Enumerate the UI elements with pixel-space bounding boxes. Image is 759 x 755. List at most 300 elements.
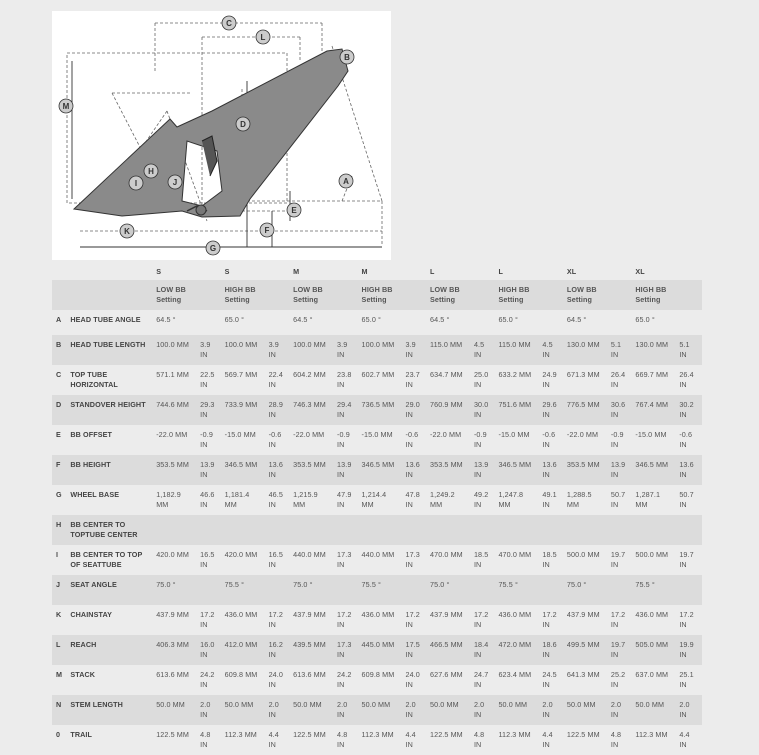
imperial-value: 13.9 IN	[198, 455, 223, 485]
metric-value: 75.5 °	[496, 575, 540, 605]
metric-value	[223, 515, 267, 545]
imperial-value: 3.9 IN	[198, 335, 223, 365]
setting-header: HIGH BB Setting	[633, 280, 702, 310]
metric-value: 440.0 MM	[293, 550, 326, 559]
imperial-value: 18.5 IN	[473, 550, 489, 569]
imperial-value	[403, 310, 428, 335]
table-row	[52, 425, 702, 455]
imperial-value: 19.7 IN	[679, 550, 694, 569]
metric-value: 75.0 °	[565, 575, 609, 605]
metric-value: 776.5 MM	[565, 395, 609, 425]
imperial-value: 13.9 IN	[472, 455, 497, 485]
svg-text:J: J	[172, 178, 178, 187]
imperial-value: 24.9 IN	[542, 370, 557, 389]
row-code: 0	[56, 730, 61, 739]
metric-value: 499.5 MM	[565, 635, 609, 665]
metric-value: 744.6 MM	[154, 395, 198, 425]
row-label: BB OFFSET	[70, 430, 112, 439]
size-header: M	[361, 266, 368, 276]
size-header-row	[52, 262, 702, 280]
table-row	[52, 695, 702, 725]
imperial-value: 18.4 IN	[472, 635, 497, 665]
metric-value: -22.0 MM	[156, 430, 188, 439]
imperial-value: 24.2 IN	[337, 670, 352, 689]
imperial-value: 49.2 IN	[473, 490, 489, 509]
imperial-value: 17.5 IN	[403, 635, 428, 665]
metric-value: 1,214.4 MM	[361, 490, 387, 509]
metric-value: 470.0 MM	[498, 550, 532, 559]
table-row	[52, 545, 702, 575]
imperial-value: 13.6 IN	[403, 455, 428, 485]
metric-value: 733.9 MM	[223, 395, 267, 425]
imperial-value	[677, 310, 702, 335]
metric-value: 437.9 MM	[430, 610, 463, 619]
imperial-value: 17.2 IN	[405, 610, 420, 629]
metric-value: 671.3 MM	[566, 370, 600, 379]
bottom-bracket-shape	[196, 205, 206, 215]
imperial-value	[198, 515, 223, 545]
imperial-value: -0.9 IN	[610, 430, 624, 449]
imperial-value	[540, 515, 565, 545]
imperial-value: 30.6 IN	[609, 395, 634, 425]
imperial-value: 4.4 IN	[542, 730, 553, 749]
metric-value: 609.8 MM	[361, 670, 395, 679]
imperial-value: 46.6 IN	[200, 490, 215, 509]
imperial-value: 4.8 IN	[200, 730, 211, 749]
imperial-value: 47.9 IN	[337, 490, 352, 509]
metric-value: 472.0 MM	[496, 635, 540, 665]
metric-value: 346.5 MM	[360, 455, 404, 485]
metric-value: 112.3 MM	[361, 730, 394, 739]
setting-header: HIGH BB Setting	[223, 280, 291, 310]
row-code: N	[52, 695, 68, 725]
imperial-value: 17.2 IN	[473, 610, 489, 629]
imperial-value: 5.1 IN	[677, 335, 702, 365]
metric-value: 346.5 MM	[633, 455, 677, 485]
imperial-value: 26.4 IN	[610, 370, 626, 389]
imperial-value: 2.0 IN	[267, 695, 292, 725]
svg-text:D: D	[240, 120, 246, 129]
size-header: L	[430, 266, 435, 276]
imperial-value: 24.5 IN	[542, 670, 557, 689]
imperial-value: 4.4 IN	[268, 730, 279, 749]
imperial-value: 4.8 IN	[337, 730, 348, 749]
row-code: C	[56, 370, 62, 379]
metric-value: 112.3 MM	[498, 730, 531, 739]
label-l-marker	[256, 30, 270, 44]
imperial-value: 2.0 IN	[335, 695, 360, 725]
metric-value	[496, 515, 540, 545]
row-code: B	[52, 335, 68, 365]
imperial-value: 30.2 IN	[677, 395, 702, 425]
row-label: HEAD TUBE LENGTH	[68, 335, 154, 365]
imperial-value: 2.0 IN	[403, 695, 428, 725]
geometry-table	[52, 262, 702, 755]
imperial-value: 49.1 IN	[542, 490, 557, 509]
label-e-marker	[287, 203, 301, 217]
setting-header: LOW BB Setting	[428, 280, 496, 310]
metric-value	[360, 515, 404, 545]
metric-value: 122.5 MM	[156, 730, 189, 739]
metric-value: 112.3 MM	[635, 730, 668, 739]
metric-value: 436.0 MM	[224, 610, 258, 619]
metric-value	[154, 515, 198, 545]
imperial-value: 17.2 IN	[337, 610, 352, 629]
metric-value: -22.0 MM	[293, 430, 325, 439]
imperial-value: 13.6 IN	[540, 455, 565, 485]
row-code: D	[52, 395, 68, 425]
imperial-value	[198, 310, 223, 335]
label-g-marker	[206, 241, 220, 255]
metric-value: 466.5 MM	[428, 635, 472, 665]
svg-text:I: I	[134, 179, 138, 188]
metric-value: 65.0 °	[635, 315, 655, 324]
table-row	[52, 725, 702, 755]
label-d-marker	[236, 117, 250, 131]
table-row	[52, 310, 702, 335]
metric-value: 500.0 MM	[566, 550, 600, 559]
metric-value	[291, 515, 335, 545]
metric-value: 122.5 MM	[430, 730, 463, 739]
row-label: WHEEL BASE	[70, 490, 120, 499]
metric-value: 669.7 MM	[635, 370, 669, 379]
imperial-value: 17.3 IN	[405, 550, 420, 569]
imperial-value: 4.8 IN	[473, 730, 485, 749]
svg-text:L: L	[260, 33, 266, 42]
row-code: K	[56, 610, 62, 619]
metric-value: -15.0 MM	[361, 430, 393, 439]
metric-value: 64.5 °	[566, 315, 587, 324]
metric-value: 112.3 MM	[224, 730, 257, 739]
row-label: STACK	[70, 670, 96, 679]
imperial-value: 3.9 IN	[335, 335, 360, 365]
metric-value: 64.5 °	[156, 315, 176, 324]
table-row	[52, 575, 702, 605]
metric-value: 437.9 MM	[156, 610, 189, 619]
imperial-value	[267, 515, 292, 545]
row-code: E	[56, 430, 61, 439]
metric-value: 436.0 MM	[635, 610, 669, 619]
setting-header: LOW BB Setting	[154, 280, 222, 310]
metric-value: 1,249.2 MM	[430, 490, 455, 509]
metric-value: 436.0 MM	[361, 610, 395, 619]
imperial-value: 29.4 IN	[335, 395, 360, 425]
metric-value: -15.0 MM	[498, 430, 530, 439]
imperial-value	[335, 515, 360, 545]
metric-value: 420.0 MM	[224, 550, 258, 559]
row-label: CHAINSTAY	[70, 610, 112, 619]
imperial-value	[403, 515, 428, 545]
size-header: S	[224, 266, 230, 276]
label-c-marker	[222, 16, 236, 30]
metric-value: 50.0 MM	[223, 695, 267, 725]
table-row	[52, 635, 702, 665]
svg-text:H: H	[148, 167, 154, 176]
label-b-marker	[340, 50, 354, 64]
svg-text:K: K	[124, 227, 130, 236]
metric-value: 115.0 MM	[496, 335, 540, 365]
metric-value: 50.0 MM	[633, 695, 677, 725]
imperial-value: 23.7 IN	[405, 370, 420, 389]
imperial-value: 47.8 IN	[405, 490, 420, 509]
metric-value: 604.2 MM	[293, 370, 326, 379]
metric-value: 353.5 MM	[428, 455, 472, 485]
imperial-value: 24.0 IN	[405, 670, 420, 689]
label-m-marker	[59, 99, 73, 113]
row-code: G	[56, 490, 62, 499]
imperial-value: 13.6 IN	[677, 455, 702, 485]
imperial-value	[540, 310, 565, 335]
metric-value: 420.0 MM	[156, 550, 189, 559]
imperial-value: 3.9 IN	[267, 335, 292, 365]
imperial-value: 24.0 IN	[268, 670, 283, 689]
row-label: STANDOVER HEIGHT	[68, 395, 154, 425]
metric-value: 353.5 MM	[154, 455, 198, 485]
metric-value: 440.0 MM	[361, 550, 395, 559]
metric-value: -15.0 MM	[635, 430, 667, 439]
imperial-value: 50.7 IN	[610, 490, 626, 509]
size-header: S	[156, 266, 162, 276]
metric-value: 353.5 MM	[291, 455, 335, 485]
metric-value: 50.0 MM	[428, 695, 472, 725]
metric-value: 1,288.5 MM	[566, 490, 592, 509]
metric-value: 627.6 MM	[430, 670, 463, 679]
metric-value: 75.0 °	[291, 575, 335, 605]
metric-value: 65.0 °	[361, 315, 382, 324]
frame-silhouette	[74, 49, 348, 217]
table-row	[52, 455, 702, 485]
metric-value: 50.0 MM	[154, 695, 198, 725]
setting-header: LOW BB Setting	[565, 280, 633, 310]
metric-value: 122.5 MM	[566, 730, 600, 739]
imperial-value	[677, 515, 702, 545]
metric-value: 130.0 MM	[565, 335, 609, 365]
metric-value: 1,181.4 MM	[224, 490, 250, 509]
imperial-value: -0.9 IN	[473, 430, 487, 449]
metric-value: 760.9 MM	[428, 395, 472, 425]
label-i-marker	[129, 176, 143, 190]
imperial-value: 2.0 IN	[198, 695, 223, 725]
metric-value: 130.0 MM	[633, 335, 677, 365]
metric-value: 500.0 MM	[635, 550, 669, 559]
table-row	[52, 605, 702, 635]
imperial-value: 4.8 IN	[610, 730, 622, 749]
metric-value: 634.7 MM	[430, 370, 463, 379]
svg-text:A: A	[343, 177, 349, 186]
metric-value: 736.5 MM	[360, 395, 404, 425]
imperial-value: 50.7 IN	[679, 490, 694, 509]
imperial-value: 18.5 IN	[542, 550, 557, 569]
row-code: J	[52, 575, 68, 605]
metric-value: 353.5 MM	[565, 455, 609, 485]
imperial-value	[472, 310, 497, 335]
imperial-value: 26.4 IN	[679, 370, 694, 389]
metric-value: -15.0 MM	[224, 430, 256, 439]
imperial-value	[472, 575, 497, 605]
table-row	[52, 515, 702, 545]
setting-header: HIGH BB Setting	[360, 280, 428, 310]
metric-value: 569.7 MM	[224, 370, 258, 379]
metric-value: 641.3 MM	[566, 670, 600, 679]
imperial-value: 2.0 IN	[540, 695, 565, 725]
imperial-value: 29.0 IN	[403, 395, 428, 425]
metric-value: 623.4 MM	[498, 670, 532, 679]
label-k-marker	[120, 224, 134, 238]
imperial-value: 46.5 IN	[268, 490, 283, 509]
row-label: BB HEIGHT	[68, 455, 154, 485]
imperial-value: 4.5 IN	[540, 335, 565, 365]
imperial-value: 17.2 IN	[679, 610, 694, 629]
svg-text:F: F	[264, 226, 270, 235]
metric-value: 50.0 MM	[496, 695, 540, 725]
metric-value: 100.0 MM	[291, 335, 335, 365]
metric-value: 437.9 MM	[293, 610, 326, 619]
imperial-value	[677, 575, 702, 605]
metric-value: 633.2 MM	[498, 370, 532, 379]
row-label: BB CENTER TO TOPTUBE CENTER	[68, 515, 154, 545]
imperial-value: 30.0 IN	[472, 395, 497, 425]
metric-value: 1,182.9 MM	[156, 490, 181, 509]
row-label: REACH	[68, 635, 154, 665]
metric-value: 1,287.1 MM	[635, 490, 661, 509]
imperial-value: 19.9 IN	[677, 635, 702, 665]
metric-value: 412.0 MM	[223, 635, 267, 665]
bike-frame-drawing	[52, 11, 391, 260]
metric-value: 65.0 °	[224, 315, 245, 324]
imperial-value: 19.7 IN	[609, 635, 634, 665]
imperial-value: 17.2 IN	[610, 610, 626, 629]
imperial-value: 28.9 IN	[267, 395, 292, 425]
metric-value: 346.5 MM	[496, 455, 540, 485]
metric-value: 50.0 MM	[565, 695, 609, 725]
imperial-value: 19.7 IN	[610, 550, 626, 569]
svg-text:G: G	[209, 244, 217, 253]
metric-value: 75.5 °	[633, 575, 677, 605]
metric-value: 64.5 °	[430, 315, 450, 324]
imperial-value: 18.6 IN	[540, 635, 565, 665]
imperial-value: 17.2 IN	[542, 610, 557, 629]
metric-value: 1,215.9 MM	[293, 490, 318, 509]
row-code: A	[56, 315, 62, 324]
imperial-value	[609, 515, 634, 545]
imperial-value: 4.5 IN	[472, 335, 497, 365]
label-h-marker	[144, 164, 158, 178]
imperial-value: -0.6 IN	[405, 430, 419, 449]
table-row	[52, 665, 702, 695]
imperial-value: 25.1 IN	[679, 670, 694, 689]
metric-value: 436.0 MM	[498, 610, 532, 619]
row-code: H	[52, 515, 68, 545]
imperial-value: 29.6 IN	[540, 395, 565, 425]
metric-value: 1,247.8 MM	[498, 490, 524, 509]
size-header: XL	[566, 266, 577, 276]
row-label: SEAT ANGLE	[68, 575, 154, 605]
row-label: STEM LENGTH	[68, 695, 154, 725]
imperial-value: 22.5 IN	[200, 370, 215, 389]
imperial-value	[540, 575, 565, 605]
table-row	[52, 485, 702, 515]
size-header: XL	[635, 266, 645, 276]
imperial-value: 13.9 IN	[335, 455, 360, 485]
imperial-value: 25.0 IN	[473, 370, 489, 389]
imperial-value: 17.2 IN	[200, 610, 215, 629]
imperial-value: 29.3 IN	[198, 395, 223, 425]
imperial-value	[609, 310, 634, 335]
imperial-value: -0.6 IN	[679, 430, 693, 449]
svg-text:C: C	[226, 19, 232, 28]
metric-value: 439.5 MM	[291, 635, 335, 665]
row-label: TOP TUBE HORIZONTAL	[70, 370, 118, 389]
svg-text:B: B	[344, 53, 350, 62]
metric-value: 571.1 MM	[156, 370, 189, 379]
imperial-value: 17.3 IN	[337, 550, 352, 569]
imperial-value: 16.2 IN	[267, 635, 292, 665]
imperial-value: 13.6 IN	[267, 455, 292, 485]
metric-value: -22.0 MM	[566, 430, 599, 439]
metric-value: 437.9 MM	[566, 610, 600, 619]
imperial-value: 24.2 IN	[200, 670, 215, 689]
metric-value: 767.4 MM	[633, 395, 677, 425]
metric-value: 406.3 MM	[154, 635, 198, 665]
imperial-value: 2.0 IN	[677, 695, 702, 725]
metric-value: 115.0 MM	[428, 335, 472, 365]
imperial-value: 17.2 IN	[268, 610, 283, 629]
imperial-value	[267, 310, 292, 335]
metric-value: 75.5 °	[360, 575, 404, 605]
metric-value: 746.3 MM	[291, 395, 335, 425]
metric-value: 100.0 MM	[154, 335, 198, 365]
metric-value: 75.0 °	[154, 575, 198, 605]
row-label: BB CENTER TO TOP OF SEATTUBE	[70, 550, 143, 569]
metric-value: 470.0 MM	[430, 550, 463, 559]
metric-value	[428, 515, 472, 545]
metric-value: 50.0 MM	[360, 695, 404, 725]
imperial-value: 2.0 IN	[472, 695, 497, 725]
table-row	[52, 335, 702, 365]
imperial-value: 25.2 IN	[610, 670, 626, 689]
metric-value: 75.5 °	[223, 575, 267, 605]
row-code: L	[52, 635, 68, 665]
imperial-value: -0.9 IN	[200, 430, 213, 449]
metric-value: 346.5 MM	[223, 455, 267, 485]
table-row	[52, 395, 702, 425]
imperial-value	[335, 310, 360, 335]
metric-value: 751.6 MM	[496, 395, 540, 425]
metric-value: 64.5 °	[293, 315, 313, 324]
setting-header-row	[52, 280, 702, 310]
metric-value: 100.0 MM	[360, 335, 404, 365]
imperial-value: 3.9 IN	[403, 335, 428, 365]
imperial-value	[403, 575, 428, 605]
label-a-marker	[339, 174, 353, 188]
metric-value	[633, 515, 677, 545]
imperial-value	[198, 575, 223, 605]
imperial-value: 2.0 IN	[609, 695, 634, 725]
imperial-value: -0.9 IN	[337, 430, 350, 449]
row-label: TRAIL	[70, 730, 93, 739]
row-code: I	[56, 550, 59, 559]
imperial-value: 16.0 IN	[198, 635, 223, 665]
setting-header: LOW BB Setting	[291, 280, 359, 310]
imperial-value: 22.4 IN	[268, 370, 283, 389]
imperial-value	[472, 515, 497, 545]
imperial-value: 13.9 IN	[609, 455, 634, 485]
row-code: F	[52, 455, 68, 485]
metric-value: 505.0 MM	[633, 635, 677, 665]
metric-value: 609.8 MM	[224, 670, 258, 679]
setting-header: HIGH BB Setting	[496, 280, 564, 310]
metric-value: 122.5 MM	[293, 730, 326, 739]
